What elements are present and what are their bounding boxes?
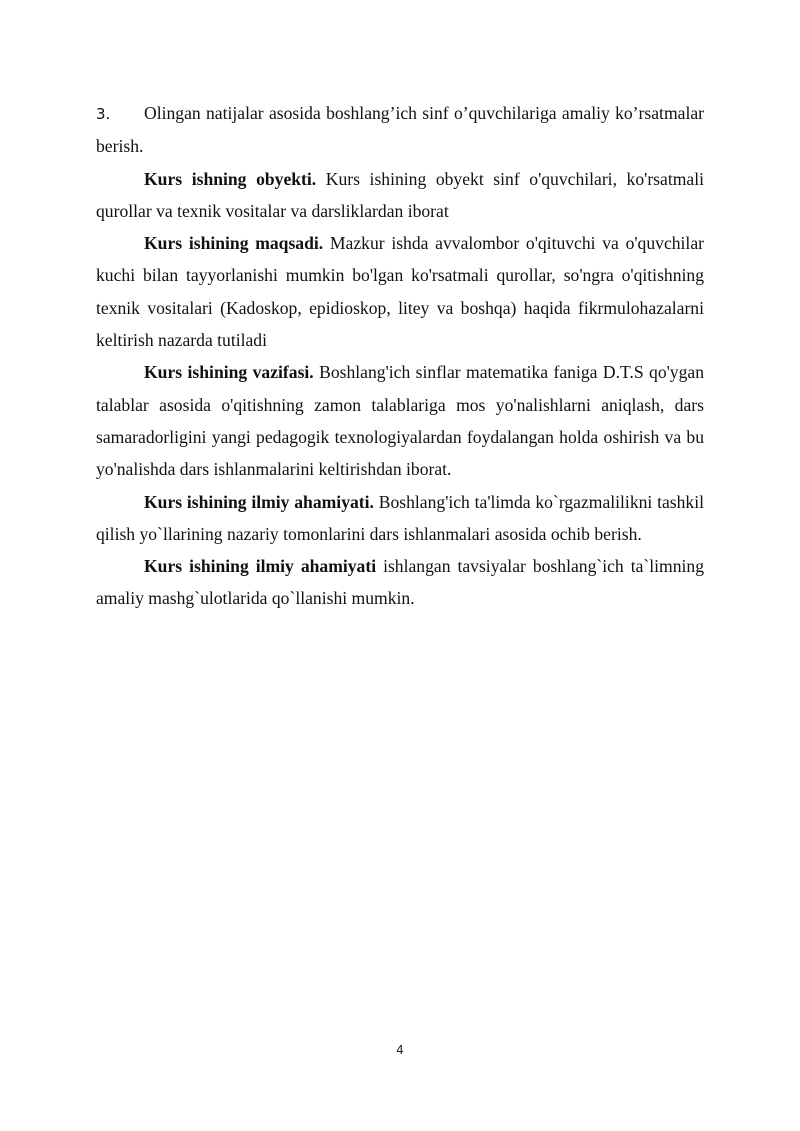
paragraph-object [96,163,704,228]
paragraph-heading: Kurs ishining maqsadi. [144,233,324,254]
paragraph-scientific-significance [96,486,704,551]
paragraph-text: Kurs ishining obyekt sinf o'quvchilari, ko'rsatmali qurollar va texnik vositalar va darsliklardan iborat [96,168,704,221]
item-number: 3. [96,105,111,123]
page-number: 4 [396,1043,404,1057]
paragraph-heading: Kurs ishining ilmiy ahamiyati [144,556,377,577]
paragraph-text: Boshlang'ich sinflar matematika faniga D.T.S qo'ygan talablar asosida o'qitishning zamon talablariga mos yo'nalishlarni aniqlash, dars samaradorligini yangi pedagogik texnologiyalardan foydalangan holda oshirish va bu yo'nalishda dars ishlanmalarini keltirishdan iborat. [96,362,704,480]
numbered-item-3 [96,97,704,163]
document-body [96,97,704,615]
paragraph-task [96,356,704,485]
paragraph-heading: Kurs ishning obyekti. [144,168,317,189]
paragraph-text: Mazkur ishda avvalombor o'qituvchi va o'quvchilar kuchi bilan tayyorlanishi mumkin bo'lgan ko'rsatmali qurollar, so'ngra o'qitishning texnik vositalari (Kadoskop, epidioskop, litey va boshqa) haqida fikrmulohazalarni keltirish nazarda tutiladi [96,233,704,351]
paragraph-practical-significance [96,550,704,615]
paragraph-text: ishlangan tavsiyalar boshlang`ich ta`limning amaliy mashg`ulotlarida qo`llanishi mumkin. [96,556,704,609]
paragraph-text: Boshlang'ich ta'limda ko`rgazmalilikni tashkil qilish yo`llarining nazariy tomonlarini dars ishlanmalari asosida ochib berish. [96,491,704,544]
paragraph-heading: Kurs ishining vazifasi. [144,362,314,383]
paragraph-purpose [96,227,704,356]
paragraph-heading: Kurs ishining ilmiy ahamiyati. [144,491,374,512]
item-text: Olingan natijalar asosida boshlang’ich sinf o’quvchilariga amaliy ko’rsatmalar berish. [96,103,704,157]
